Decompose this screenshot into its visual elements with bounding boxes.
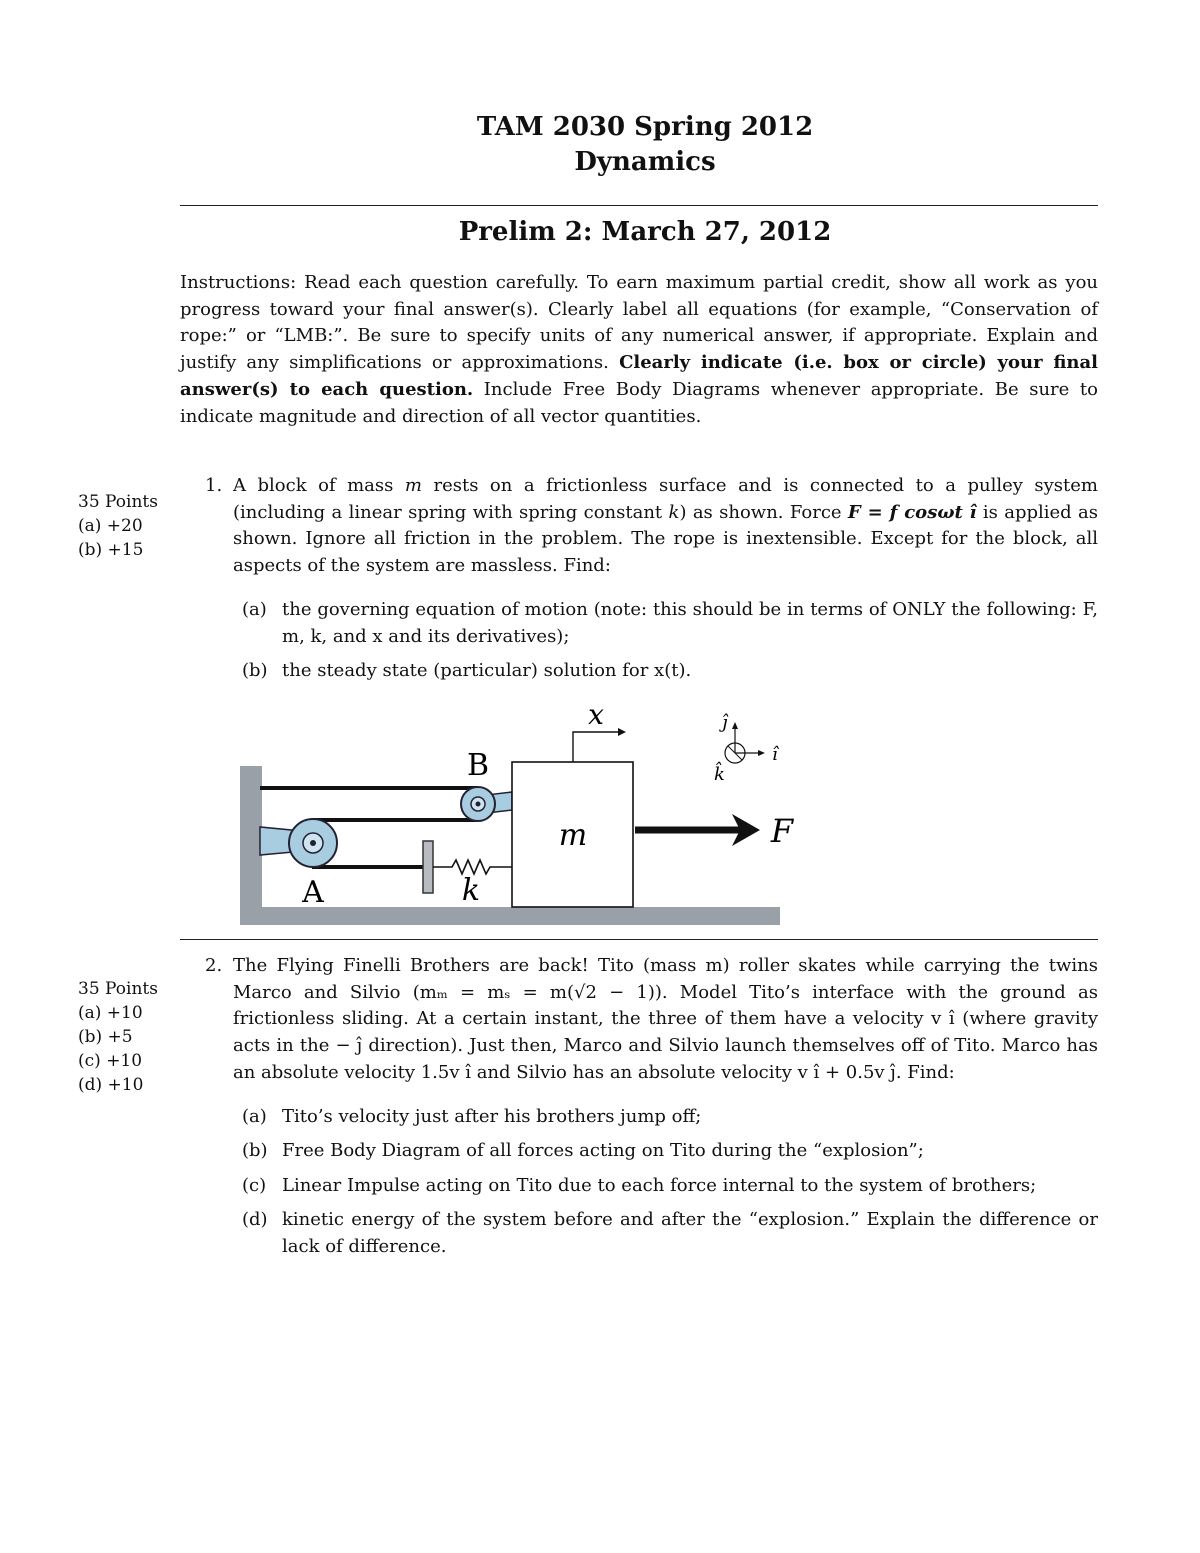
q2-part-a-text: Tito’s velocity just after his brothers jump off; <box>282 1106 702 1127</box>
q1-text-3: ) as shown. Force <box>679 501 848 523</box>
label-x: x <box>588 700 604 731</box>
label-a: A <box>302 875 324 910</box>
q1-text <box>233 473 1098 580</box>
exam-title: Prelim 2: March 27, 2012 <box>458 217 832 247</box>
q2-part-b-text: Free Body Diagram of all forces acting on Tito during the “explosion”; <box>282 1140 924 1161</box>
q1-points-total: 35 Points <box>78 492 158 512</box>
question-divider <box>180 939 1098 940</box>
label-j-hat: ĵ <box>722 712 728 733</box>
q2-number: 2. <box>205 955 223 976</box>
q2-part-c-label: (c) <box>242 1175 267 1196</box>
q2-text: The Flying Finelli Brothers are back! Tito (mass m) roller skates while carrying the twins Marco and Silvio (mₘ = mₛ = m(√2 − 1)). Model Tito’s interface with the ground as frictionless sliding. At a certain instant, the three of them have a velocity v î (where gravity acts in the − ĵ direction). Just then, Marco and Silvio launch themselves off of Tito. Marco has an absolute velocity 1.5v î and Silvio has an absolute velocity v î + 0.5v ĵ. Find: <box>233 955 1098 1083</box>
q1-math-m: m <box>404 475 422 496</box>
instructions-lead: Instructions: Read each question carefully. To earn maximum partial credit, show all work as you progress toward your final answer(s). Clearly label all equations (for example, “Conservation of rope:” or “LMB:”. Be sure to specify units of any numerical answer, if appropriate. Explain and justify any simplifications or approximations. <box>180 272 1098 374</box>
label-b: B <box>466 748 490 783</box>
q2-part-d-label: (d) <box>242 1209 268 1230</box>
instructions-emphasis: Clearly indicate (i.e. box or circle) your final answer(s) to each question. <box>180 352 1098 400</box>
q1-number: 1. <box>205 475 223 496</box>
q2-points-total: 35 Points <box>78 979 158 999</box>
q1-force-expression: F = f cosωt î <box>847 501 977 523</box>
instructions-tail: Include Free Body Diagrams whenever appropriate. Be sure to indicate magnitude and direction of all vector quantities. <box>180 378 1098 427</box>
q2-part-b-label: (b) <box>242 1140 268 1161</box>
instructions <box>180 270 1098 430</box>
course-title: TAM 2030 Spring 2012 <box>476 112 814 142</box>
q1-text-2: rests on a frictionless surface and is connected to a pulley system (including a linear spring with spring constant <box>233 475 1098 523</box>
q2-part-c-text: Linear Impulse acting on Tito due to each force internal to the system of brothers; <box>282 1175 1037 1196</box>
spring-plate <box>423 841 433 893</box>
q2-part-a-label: (a) <box>242 1106 267 1127</box>
q1-part-a-label: (a) <box>242 599 267 620</box>
x-indicator <box>573 732 618 762</box>
pulley-figure <box>230 700 810 930</box>
label-i-hat: î <box>772 744 778 765</box>
q2-points-a: (a) +10 <box>78 1003 143 1023</box>
q1-part-b-label: (b) <box>242 660 268 681</box>
header-rule <box>180 205 1098 206</box>
q1-math-k: k <box>668 501 680 523</box>
label-k-hat: k̂ <box>714 764 725 785</box>
q2-points-d: (d) +10 <box>78 1075 144 1095</box>
q2-points <box>78 977 158 1097</box>
q1-points <box>78 490 158 562</box>
label-f: F <box>770 812 794 850</box>
subject-title: Dynamics <box>574 147 716 177</box>
q2-points-c: (c) +10 <box>78 1051 143 1071</box>
label-k: k <box>461 873 481 908</box>
q1-text-4: is applied as shown. Ignore all friction in the problem. The rope is inextensible. Except for the block, all aspects of the system are massless. Find: <box>233 501 1099 577</box>
q1-part-b-text: the steady state (particular) solution for x(t). <box>282 660 692 681</box>
q2-points-b: (b) +5 <box>78 1027 133 1047</box>
spring <box>433 860 512 874</box>
q1-part-a-text: the governing equation of motion (note: this should be in terms of ONLY the following: F, m, k, and x and its derivatives); <box>282 599 1098 647</box>
q1-points-a: (a) +20 <box>78 516 143 536</box>
q1-points-b: (b) +15 <box>78 540 144 560</box>
q1-text-1: A block of mass <box>233 475 405 496</box>
label-m: m <box>558 818 588 853</box>
q2-part-d-text: kinetic energy of the system before and after the “explosion.” Explain the difference or lack of difference. <box>282 1209 1098 1257</box>
wall <box>240 766 262 916</box>
